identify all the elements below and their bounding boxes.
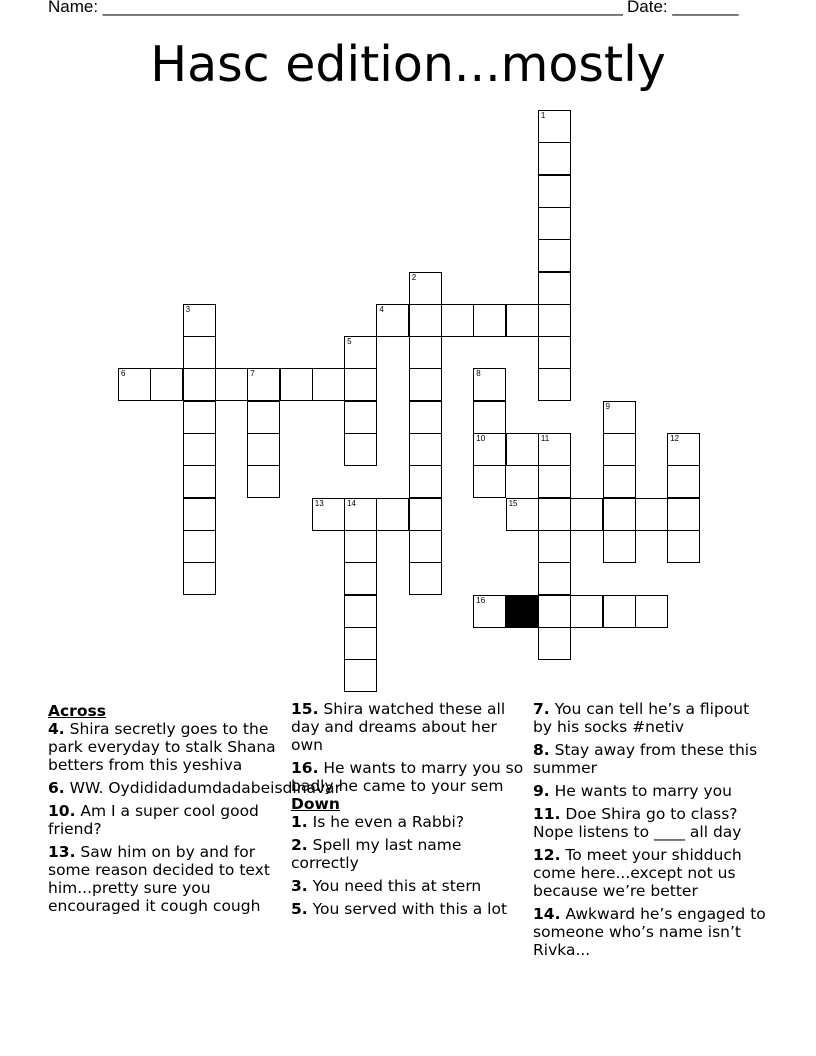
- clue-text: He wants to marry you: [554, 782, 732, 800]
- grid-cell[interactable]: [183, 433, 216, 466]
- grid-cell[interactable]: [344, 336, 377, 369]
- clue-number: 13.: [48, 843, 76, 861]
- across-heading: Across: [48, 702, 106, 720]
- clue-number-label: 9: [605, 401, 610, 411]
- grid-cell[interactable]: [409, 304, 442, 337]
- grid-cell[interactable]: [441, 304, 474, 337]
- clue-text: To meet your shidduch come here...except not us because we’re better: [533, 846, 742, 900]
- clue-down-8: [533, 741, 768, 777]
- grid-cell[interactable]: [538, 207, 571, 240]
- grid-cell[interactable]: [376, 304, 409, 337]
- grid-cell[interactable]: [570, 498, 603, 531]
- clue-text: He wants to marry you so badly he came to your sem: [291, 759, 524, 795]
- grid-cell[interactable]: [667, 433, 700, 466]
- clue-across-13: [48, 843, 288, 915]
- grid-cell[interactable]: [344, 659, 377, 692]
- grid-cell[interactable]: [344, 595, 377, 628]
- grid-cell[interactable]: [473, 433, 506, 466]
- grid-block-cell: [506, 595, 539, 628]
- grid-cell[interactable]: [538, 595, 571, 628]
- grid-cell[interactable]: [183, 562, 216, 595]
- clue-column-3: [533, 700, 768, 964]
- grid-cell[interactable]: [183, 530, 216, 563]
- grid-cell[interactable]: [538, 304, 571, 337]
- clue-text: Stay away from these this summer: [533, 741, 758, 777]
- clue-down-14: [533, 905, 768, 959]
- grid-cell[interactable]: [473, 595, 506, 628]
- grid-cell[interactable]: [247, 368, 280, 401]
- grid-cell[interactable]: [183, 304, 216, 337]
- clue-text: You served with this a lot: [312, 900, 508, 918]
- clue-text: Is he even a Rabbi?: [312, 813, 465, 831]
- grid-cell[interactable]: [183, 465, 216, 498]
- grid-cell[interactable]: [344, 433, 377, 466]
- grid-cell[interactable]: [506, 498, 539, 531]
- grid-cell[interactable]: [183, 368, 216, 401]
- grid-cell[interactable]: [473, 401, 506, 434]
- clue-number: 4.: [48, 720, 65, 738]
- clue-number: 3.: [291, 877, 308, 895]
- clue-number: 7.: [533, 700, 550, 718]
- grid-cell[interactable]: [538, 110, 571, 143]
- grid-cell[interactable]: [506, 433, 539, 466]
- clue-down-9: [533, 782, 768, 800]
- grid-cell[interactable]: [538, 530, 571, 563]
- grid-cell[interactable]: [538, 272, 571, 305]
- grid-cell[interactable]: [409, 368, 442, 401]
- clue-number-label: 3: [185, 304, 191, 314]
- clue-number: 11.: [533, 805, 561, 823]
- clue-number: 16.: [291, 759, 319, 777]
- grid-cell[interactable]: [635, 498, 668, 531]
- clue-number-label: 7: [250, 369, 255, 379]
- clue-number: 15.: [291, 700, 319, 718]
- grid-cell[interactable]: [538, 465, 571, 498]
- clue-column-2: [291, 700, 526, 923]
- clue-number-label: 16: [476, 595, 486, 605]
- clue-text: WW. Oydididadumdadabeisdinavar: [69, 779, 342, 797]
- grid-cell[interactable]: [376, 498, 409, 531]
- grid-cell[interactable]: [603, 433, 636, 466]
- grid-cell[interactable]: [473, 368, 506, 401]
- clue-number-label: 5: [347, 337, 352, 347]
- grid-cell[interactable]: [538, 175, 571, 208]
- grid-cell[interactable]: [538, 368, 571, 401]
- grid-cell[interactable]: [635, 595, 668, 628]
- name-field-label: Name: _______________________________________________________: [48, 0, 623, 16]
- clue-text: You need this at stern: [312, 877, 482, 895]
- clue-number-label: 4: [379, 304, 384, 314]
- grid-cell[interactable]: [667, 465, 700, 498]
- grid-cell[interactable]: [538, 562, 571, 595]
- page-title: Hasc edition...mostly: [150, 36, 666, 93]
- clue-number-label: 1: [540, 111, 546, 120]
- grid-cell[interactable]: [344, 562, 377, 595]
- clue-number-label: 2: [411, 272, 417, 282]
- clue-number-label: 15: [508, 498, 518, 508]
- grid-cell[interactable]: [603, 401, 636, 434]
- grid-cell[interactable]: [409, 272, 442, 305]
- clue-text: Am I a super cool good friend?: [48, 802, 259, 838]
- clue-text: Spell my last name correctly: [291, 836, 462, 872]
- clue-number-label: 13: [314, 498, 324, 508]
- grid-cell[interactable]: [183, 336, 216, 369]
- clue-down-3: [291, 877, 526, 895]
- grid-cell[interactable]: [344, 401, 377, 434]
- clue-number: 9.: [533, 782, 550, 800]
- grid-cell[interactable]: [538, 239, 571, 272]
- grid-cell[interactable]: [603, 530, 636, 563]
- clue-number-label: 6: [121, 369, 126, 379]
- clue-number: 2.: [291, 836, 308, 854]
- grid-cell[interactable]: [538, 433, 571, 466]
- grid-cell[interactable]: [409, 530, 442, 563]
- grid-cell[interactable]: [344, 530, 377, 563]
- clue-number-label: 11: [540, 434, 550, 443]
- grid-cell[interactable]: [538, 336, 571, 369]
- clue-down-12: [533, 846, 768, 900]
- grid-cell[interactable]: [409, 465, 442, 498]
- grid-cell[interactable]: [344, 627, 377, 660]
- clue-number-label: 8: [476, 369, 481, 379]
- grid-cell[interactable]: [312, 498, 345, 531]
- clue-text: Doe Shira go to class? Nope listens to ____ all day: [533, 805, 742, 841]
- grid-cell[interactable]: [570, 595, 603, 628]
- date-field-label: Date: _______: [627, 0, 739, 16]
- clue-number: 1.: [291, 813, 308, 831]
- down-heading: Down: [291, 795, 340, 813]
- clue-across-16: [291, 759, 526, 795]
- grid-cell[interactable]: [150, 368, 183, 401]
- grid-cell[interactable]: [538, 142, 571, 175]
- grid-cell[interactable]: [409, 336, 442, 369]
- clue-number: 8.: [533, 741, 550, 759]
- grid-cell[interactable]: [667, 498, 700, 531]
- grid-cell[interactable]: [118, 368, 151, 401]
- grid-cell[interactable]: [247, 401, 280, 434]
- grid-cell[interactable]: [603, 498, 636, 531]
- grid-cell[interactable]: [247, 433, 280, 466]
- clue-text: Saw him on by and for some reason decided to text him...pretty sure you encouraged it cough cough: [48, 843, 270, 915]
- clue-text: You can tell he’s a flipout by his socks #netiv: [533, 700, 750, 736]
- clue-text: Shira watched these all day and dreams about her own: [291, 700, 506, 754]
- grid-cell[interactable]: [409, 562, 442, 595]
- grid-cell[interactable]: [183, 498, 216, 531]
- grid-cell[interactable]: [409, 433, 442, 466]
- grid-cell[interactable]: [215, 368, 248, 401]
- clue-across-10: [48, 802, 288, 838]
- clue-down-5: [291, 900, 526, 918]
- clue-down-11: [533, 805, 768, 841]
- clue-across-15: [291, 700, 526, 754]
- grid-cell[interactable]: [344, 498, 377, 531]
- clue-number: 12.: [533, 846, 561, 864]
- clue-down-2: [291, 836, 526, 872]
- grid-cell[interactable]: [183, 401, 216, 434]
- clue-number-label: 12: [670, 434, 679, 443]
- grid-cell[interactable]: [473, 465, 506, 498]
- clue-number: 10.: [48, 802, 76, 820]
- clue-number-label: 14: [347, 498, 356, 508]
- clue-number: 14.: [533, 905, 561, 923]
- grid-cell[interactable]: [603, 465, 636, 498]
- grid-cell[interactable]: [409, 498, 442, 531]
- grid-cell[interactable]: [344, 368, 377, 401]
- grid-cell[interactable]: [538, 627, 571, 660]
- grid-cell[interactable]: [603, 595, 636, 628]
- clue-down-7: [533, 700, 768, 736]
- grid-cell[interactable]: [247, 465, 280, 498]
- grid-cell[interactable]: [280, 368, 313, 401]
- grid-cell[interactable]: [312, 368, 345, 401]
- clue-across-6: [48, 779, 342, 797]
- clue-text: Shira secretly goes to the park everyday to stalk Shana betters from this yeshiva: [48, 720, 276, 774]
- grid-cell[interactable]: [409, 401, 442, 434]
- clue-number-label: 10: [476, 434, 486, 443]
- grid-cell[interactable]: [538, 498, 571, 531]
- clue-across-4: [48, 720, 288, 774]
- grid-cell[interactable]: [667, 530, 700, 563]
- grid-cell[interactable]: [506, 304, 539, 337]
- clue-number: 6.: [48, 779, 65, 797]
- clue-text: Awkward he’s engaged to someone who’s name isn’t Rivka...: [533, 905, 766, 959]
- grid-cell[interactable]: [473, 304, 506, 337]
- clue-down-1: [291, 813, 526, 831]
- clue-number: 5.: [291, 900, 308, 918]
